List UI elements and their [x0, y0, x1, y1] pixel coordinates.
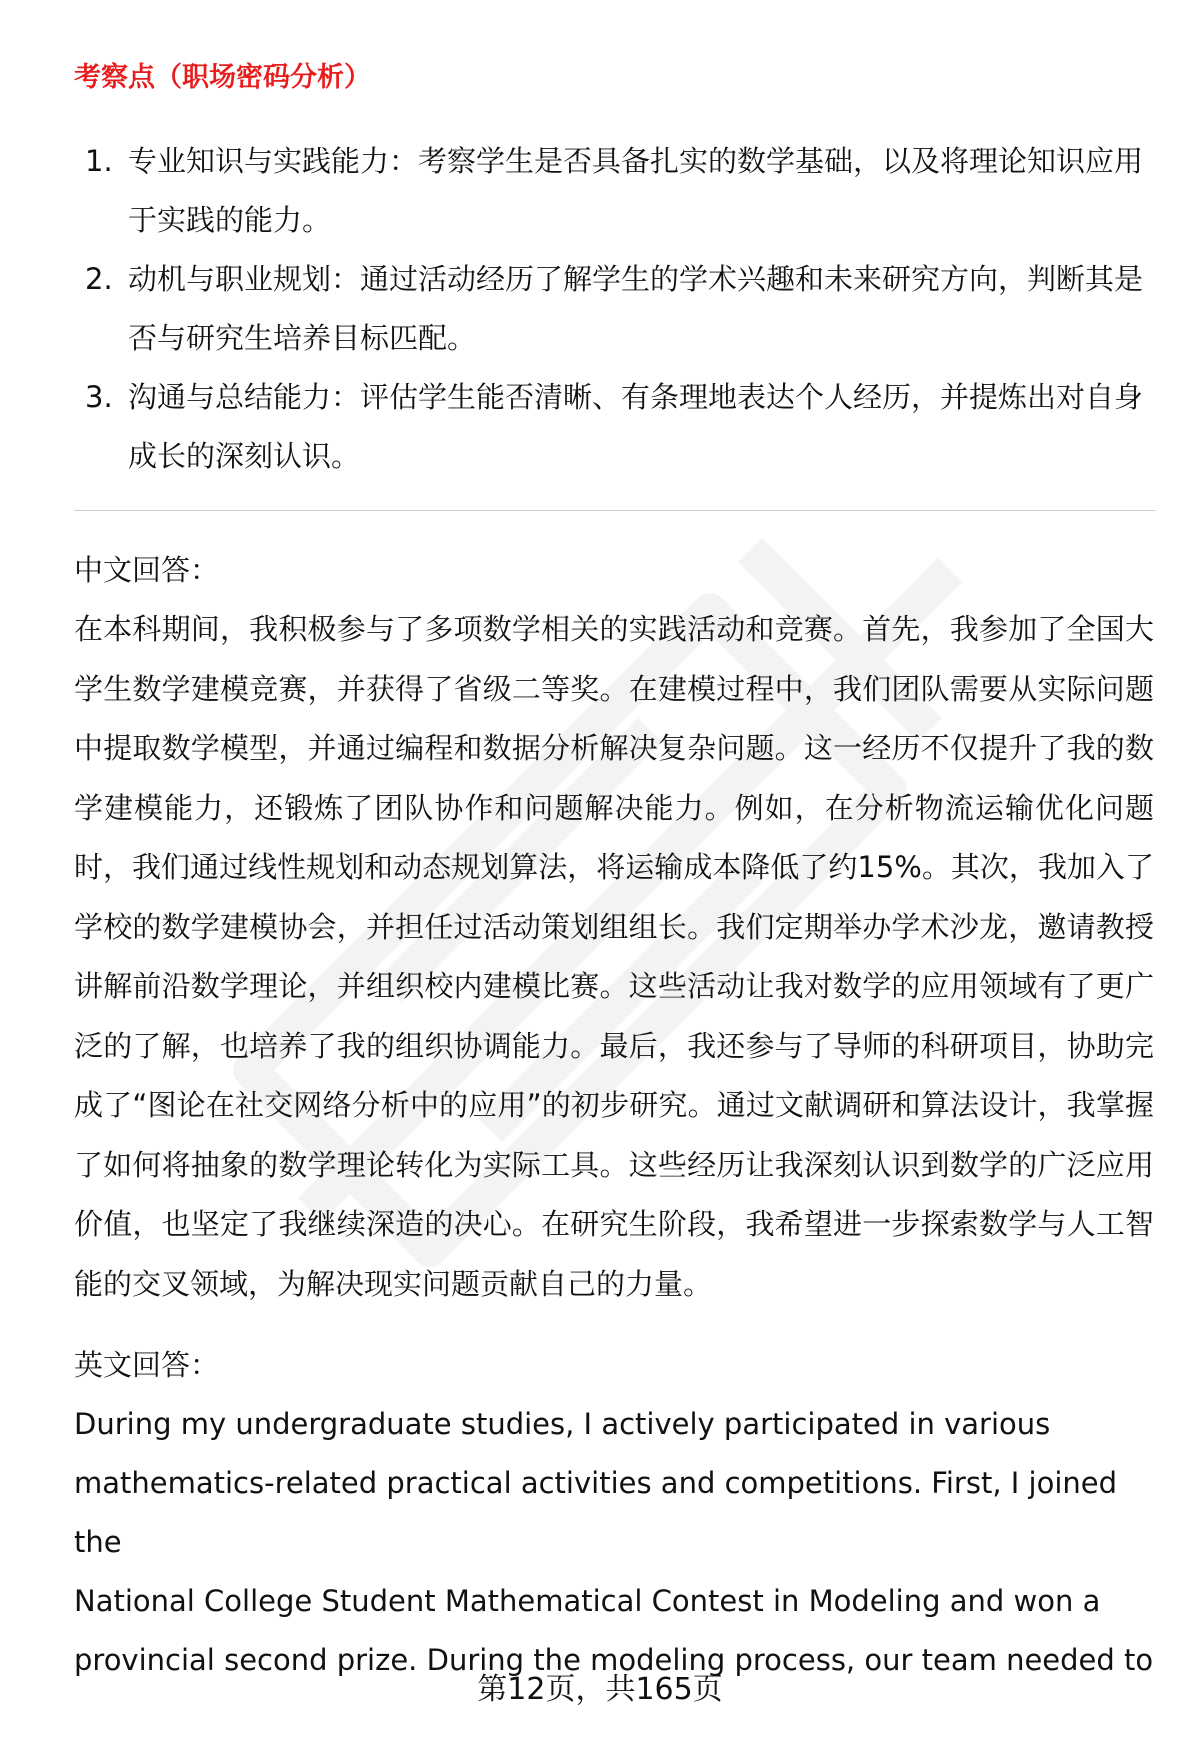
list-number: 2.: [85, 262, 113, 296]
list-item-text: 沟通与总结能力：评估学生能否清晰、有条理地表达个人经历，并提炼出对自身成长的深刻认识。: [128, 380, 1144, 473]
page-footer: 第12页，共165页: [477, 1672, 723, 1707]
english-answer-line: provincial second prize. During the modeling process, our team needed to: [74, 1643, 1154, 1677]
list-item-text: 动机与职业规划：通过活动经历了解学生的学术兴趣和未来研究方向，判断其是否与研究生培养目标匹配。: [128, 262, 1144, 355]
spacer: [74, 1314, 1154, 1336]
list-item: [74, 368, 1154, 486]
document-page: [74, 58, 1154, 1690]
assessment-points-list: [74, 132, 1154, 486]
chinese-answer-label: 中文回答：: [74, 553, 220, 587]
english-answer-line: During my undergraduate studies, I actively participated in various: [74, 1407, 1051, 1441]
section-title: 考察点（职场密码分析）: [74, 62, 371, 93]
english-answer-line: National College Student Mathematical Contest in Modeling and won a: [74, 1584, 1101, 1618]
list-item-text: 专业知识与实践能力：考察学生是否具备扎实的数学基础，以及将理论知识应用于实践的能力。: [128, 144, 1144, 237]
list-item: [74, 132, 1154, 250]
english-answer-line: mathematics-related practical activities and competitions. First, I joined the: [74, 1466, 1118, 1559]
section-divider: [74, 510, 1156, 511]
english-answer-label: 英文回答：: [74, 1348, 220, 1382]
list-item: [74, 250, 1154, 368]
english-answer-text: [74, 1395, 1154, 1690]
chinese-answer-text: 在本科期间，我积极参与了多项数学相关的实践活动和竞赛。首先，我参加了全国大学生数学建模竞赛，并获得了省级二等奖。在建模过程中，我们团队需要从实际问题中提取数学模型，并通过编程和数据分析解决复杂问题。这一经历不仅提升了我的数学建模能力，还锻炼了团队协作和问题解决能力。例如，在分析物流运输优化问题时，我们通过线性规划和动态规划算法，将运输成本降低了约15%。其次，我加入了学校的数学建模协会，并担任过活动策划组组长。我们定期举办学术沙龙，邀请教授讲解前沿数学理论，并组织校内建模比赛。这些活动让我对数学的应用领域有了更广泛的了解，也培养了我的组织协调能力。最后，我还参与了导师的科研项目，协助完成了“图论在社交网络分析中的应用”的初步研究。通过文献调研和算法设计，我掌握了如何将抽象的数学理论转化为实际工具。这些经历让我深刻认识到数学的广泛应用价值，也坚定了我继续深造的决心。在研究生阶段，我希望进一步探索数学与人工智能的交叉领域，为解决现实问题贡献自己的力量。: [74, 612, 1154, 1301]
list-number: 3.: [85, 380, 113, 414]
list-number: 1.: [85, 144, 113, 178]
